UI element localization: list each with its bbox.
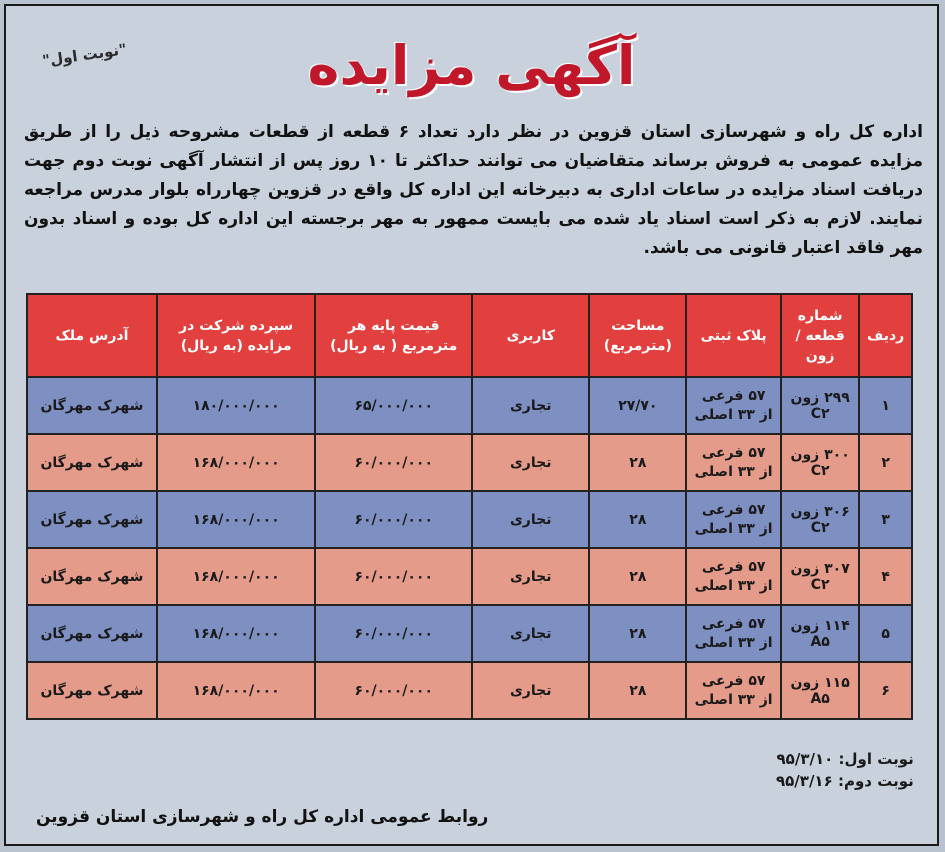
cell-deposit: ۱۶۸/۰۰۰/۰۰۰ bbox=[157, 491, 316, 548]
cell-row-no: ۶ bbox=[859, 662, 912, 719]
cell-price: ۶۰/۰۰۰/۰۰۰ bbox=[315, 605, 472, 662]
cell-use: تجاری bbox=[472, 377, 589, 434]
cell-parcel: ۳۰۰ زون C۲ bbox=[781, 434, 859, 491]
cell-parcel: ۳۰۷ زون C۲ bbox=[781, 548, 859, 605]
cell-area: ۲۸ bbox=[589, 548, 686, 605]
cell-area: ۲۷/۷۰ bbox=[589, 377, 686, 434]
header-row-no: ردیف bbox=[859, 294, 912, 377]
cell-row-no: ۳ bbox=[859, 491, 912, 548]
cell-price: ۶۵/۰۰۰/۰۰۰ bbox=[315, 377, 472, 434]
cell-use: تجاری bbox=[472, 434, 589, 491]
header-use: کاربری bbox=[472, 294, 589, 377]
cell-use: تجاری bbox=[472, 662, 589, 719]
intro-paragraph: اداره کل راه و شهرسازی استان قزوین در نظر دارد تعداد ۶ قطعه از قطعات مشروحه ذیل را از طریق مزایده عمومی به فروش برساند متقاضیان می توانند حداکثر تا ۱۰ روز پس از انتشار آگهی نوبت دوم جهت دریافت اسناد مزایده در ساعات اداری به دبیرخانه این اداره کل واقع در قزوین چهارراه بلوار مدرس مراجعه نمایند. لازم به ذکر است اسناد یاد شده می بایست ممهور به مهر برجسته این اداره کل بوده و اسناد بدون مهر فاقد اعتبار قانونی می باشد. bbox=[24, 122, 923, 258]
cell-row-no: ۲ bbox=[859, 434, 912, 491]
cell-area: ۲۸ bbox=[589, 605, 686, 662]
cell-deposit: ۱۶۸/۰۰۰/۰۰۰ bbox=[157, 548, 316, 605]
header-price: قیمت پایه هر مترمربع ( به ریال) bbox=[315, 294, 472, 377]
cell-plaque: ۵۷ فرعی از ۳۳ اصلی bbox=[686, 434, 781, 491]
cell-parcel: ۳۰۶ زون C۲ bbox=[781, 491, 859, 548]
cell-row-no: ۱ bbox=[859, 377, 912, 434]
table-row bbox=[27, 605, 912, 662]
table-row bbox=[27, 662, 912, 719]
cell-price: ۶۰/۰۰۰/۰۰۰ bbox=[315, 434, 472, 491]
cell-deposit: ۱۶۸/۰۰۰/۰۰۰ bbox=[157, 662, 316, 719]
cell-use: تجاری bbox=[472, 548, 589, 605]
cell-address: شهرک مهرگان bbox=[27, 434, 157, 491]
table-row bbox=[27, 491, 912, 548]
cell-price: ۶۰/۰۰۰/۰۰۰ bbox=[315, 491, 472, 548]
parcels-table bbox=[26, 293, 913, 720]
cell-area: ۲۸ bbox=[589, 434, 686, 491]
header-address: آدرس ملک bbox=[27, 294, 157, 377]
header-plaque: پلاک ثبتی bbox=[686, 294, 781, 377]
table-header-row bbox=[27, 294, 912, 377]
cell-price: ۶۰/۰۰۰/۰۰۰ bbox=[315, 662, 472, 719]
cell-use: تجاری bbox=[472, 491, 589, 548]
footer-signature: روابط عمومی اداره کل راه و شهرسازی استان قزوین bbox=[36, 807, 489, 827]
cell-deposit: ۱۸۰/۰۰۰/۰۰۰ bbox=[157, 377, 316, 434]
header-area: مساحت (مترمربع) bbox=[589, 294, 686, 377]
first-publication-date: نوبت اول: ۹۵/۳/۱۰ bbox=[776, 750, 914, 768]
table-row bbox=[27, 377, 912, 434]
cell-area: ۲۸ bbox=[589, 662, 686, 719]
header-parcel: شماره قطعه /زون bbox=[781, 294, 859, 377]
issue-badge: "نوبت اول" bbox=[41, 40, 128, 70]
cell-row-no: ۴ bbox=[859, 548, 912, 605]
cell-address: شهرک مهرگان bbox=[27, 491, 157, 548]
cell-address: شهرک مهرگان bbox=[27, 662, 157, 719]
page-title: آگهی مزایده bbox=[307, 34, 636, 97]
cell-address: شهرک مهرگان bbox=[27, 377, 157, 434]
cell-deposit: ۱۶۸/۰۰۰/۰۰۰ bbox=[157, 605, 316, 662]
cell-use: تجاری bbox=[472, 605, 589, 662]
second-publication-date: نوبت دوم: ۹۵/۳/۱۶ bbox=[776, 772, 914, 790]
cell-deposit: ۱۶۸/۰۰۰/۰۰۰ bbox=[157, 434, 316, 491]
table-row bbox=[27, 434, 912, 491]
ad-frame bbox=[4, 4, 939, 846]
cell-address: شهرک مهرگان bbox=[27, 548, 157, 605]
cell-parcel: ۱۱۵ زون A۵ bbox=[781, 662, 859, 719]
cell-parcel: ۱۱۴ زون A۵ bbox=[781, 605, 859, 662]
cell-row-no: ۵ bbox=[859, 605, 912, 662]
cell-plaque: ۵۷ فرعی از ۳۳ اصلی bbox=[686, 377, 781, 434]
cell-address: شهرک مهرگان bbox=[27, 605, 157, 662]
cell-plaque: ۵۷ فرعی از ۳۳ اصلی bbox=[686, 662, 781, 719]
cell-price: ۶۰/۰۰۰/۰۰۰ bbox=[315, 548, 472, 605]
table-row bbox=[27, 548, 912, 605]
header-deposit: سپرده شرکت در مزایده (به ریال) bbox=[157, 294, 316, 377]
cell-plaque: ۵۷ فرعی از ۳۳ اصلی bbox=[686, 491, 781, 548]
publication-dates bbox=[776, 748, 914, 792]
cell-parcel: ۲۹۹ زون C۲ bbox=[781, 377, 859, 434]
cell-plaque: ۵۷ فرعی از ۳۳ اصلی bbox=[686, 605, 781, 662]
cell-area: ۲۸ bbox=[589, 491, 686, 548]
cell-plaque: ۵۷ فرعی از ۳۳ اصلی bbox=[686, 548, 781, 605]
